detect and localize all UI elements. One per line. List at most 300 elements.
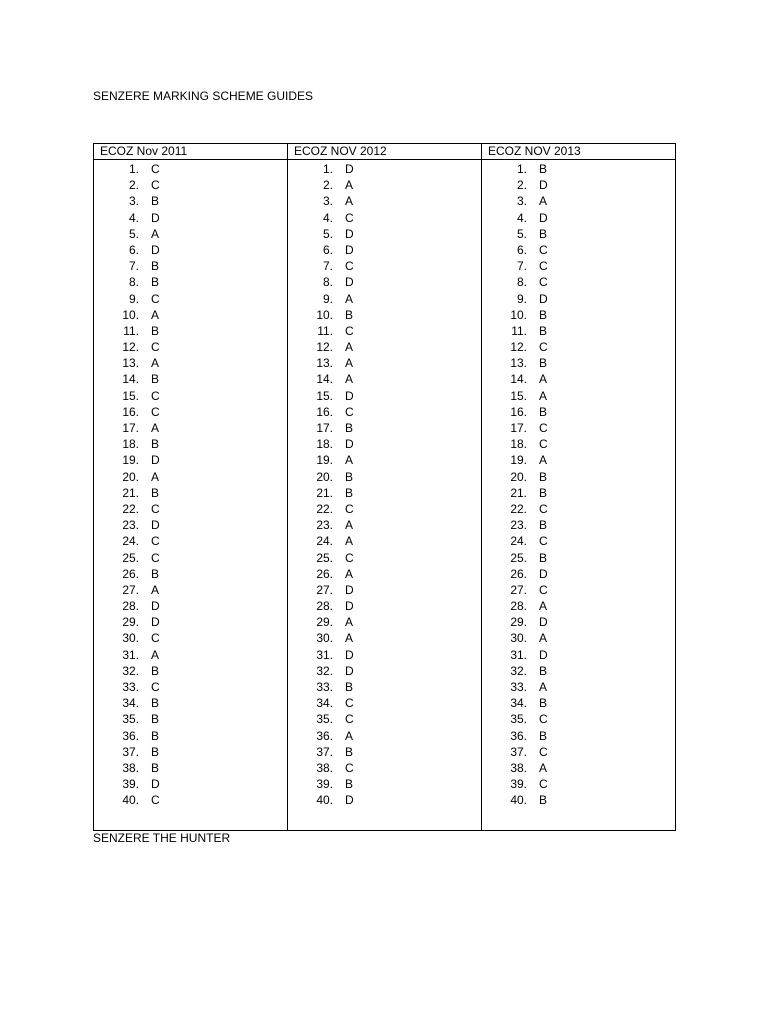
answer-item bbox=[288, 404, 481, 420]
answer-letter: A bbox=[539, 760, 548, 775]
answer-letter: D bbox=[345, 582, 354, 597]
answer-item bbox=[288, 598, 481, 614]
answer-item bbox=[482, 291, 675, 307]
answer-letter: B bbox=[151, 323, 160, 338]
answer-letter: B bbox=[345, 469, 354, 484]
answer-item bbox=[482, 193, 675, 209]
question-number: 2. bbox=[322, 178, 333, 193]
answer-item bbox=[482, 420, 675, 436]
question-number: 17. bbox=[510, 421, 527, 435]
answer-letter: B bbox=[539, 162, 548, 176]
answer-letter: C bbox=[345, 323, 354, 338]
answer-letter: A bbox=[539, 388, 548, 403]
question-number: 17. bbox=[122, 421, 139, 435]
answer-letter: B bbox=[151, 194, 160, 209]
question-number: 6. bbox=[516, 242, 527, 257]
answer-letter: D bbox=[345, 663, 354, 678]
answer-item bbox=[482, 404, 675, 420]
answer-item bbox=[482, 469, 675, 485]
answer-letter: B bbox=[345, 744, 354, 759]
question-number: 8. bbox=[322, 275, 333, 290]
question-number: 39. bbox=[510, 777, 527, 792]
question-number: 12. bbox=[316, 340, 333, 355]
answer-letter: B bbox=[345, 307, 354, 322]
answer-item bbox=[94, 728, 287, 744]
answer-item bbox=[482, 598, 675, 614]
question-number: 26. bbox=[510, 566, 527, 581]
answers-row bbox=[94, 160, 676, 831]
answer-letter: C bbox=[151, 680, 160, 694]
question-number: 14. bbox=[316, 372, 333, 387]
question-number: 27. bbox=[316, 582, 333, 597]
answer-item bbox=[482, 550, 675, 566]
answer-letter: D bbox=[151, 615, 160, 630]
question-number: 10. bbox=[316, 307, 333, 322]
question-number: 29. bbox=[316, 615, 333, 630]
answer-item bbox=[288, 711, 481, 727]
answer-item bbox=[288, 161, 481, 177]
answer-item bbox=[94, 404, 287, 420]
answer-letter: A bbox=[345, 340, 354, 355]
answer-letter: A bbox=[345, 534, 354, 549]
question-number: 20. bbox=[510, 469, 527, 484]
answer-item bbox=[94, 355, 287, 371]
answer-letter: C bbox=[345, 259, 354, 274]
answer-letter: C bbox=[151, 534, 160, 549]
answer-item bbox=[94, 452, 287, 468]
answer-letter: D bbox=[345, 388, 354, 403]
answer-item bbox=[482, 436, 675, 452]
question-number: 26. bbox=[316, 566, 333, 581]
question-number: 7. bbox=[322, 259, 333, 274]
answer-item bbox=[94, 291, 287, 307]
question-number: 15. bbox=[510, 388, 527, 403]
page-title: SENZERE MARKING SCHEME GUIDES bbox=[93, 89, 314, 103]
question-number: 6. bbox=[322, 242, 333, 257]
answer-letter: C bbox=[345, 210, 354, 225]
answer-letter: C bbox=[345, 404, 354, 419]
question-number: 23. bbox=[122, 518, 139, 533]
question-number: 9. bbox=[516, 291, 527, 306]
answer-item bbox=[288, 679, 481, 695]
answer-item bbox=[94, 582, 287, 598]
answer-letter: C bbox=[151, 793, 160, 808]
answer-item bbox=[482, 226, 675, 242]
answer-letter: B bbox=[539, 696, 548, 711]
answer-item bbox=[482, 323, 675, 339]
answer-letter: C bbox=[539, 340, 548, 355]
answer-item bbox=[94, 469, 287, 485]
question-number: 3. bbox=[128, 194, 139, 209]
question-number: 7. bbox=[128, 259, 139, 274]
answer-letter: D bbox=[539, 210, 548, 225]
answer-letter: B bbox=[151, 566, 160, 581]
answer-item bbox=[482, 177, 675, 193]
question-number: 22. bbox=[122, 501, 139, 516]
question-number: 13. bbox=[122, 356, 139, 371]
answer-letter: C bbox=[539, 712, 548, 727]
answer-item bbox=[288, 550, 481, 566]
answer-letter: B bbox=[151, 728, 160, 743]
question-number: 40. bbox=[122, 793, 139, 808]
question-number: 37. bbox=[316, 744, 333, 759]
answer-letter: B bbox=[539, 728, 548, 743]
answer-letter: C bbox=[151, 162, 160, 176]
answer-letter: D bbox=[151, 453, 160, 468]
question-number: 37. bbox=[122, 744, 139, 759]
question-number: 12. bbox=[510, 340, 527, 355]
answer-item bbox=[94, 695, 287, 711]
answer-item bbox=[94, 339, 287, 355]
answer-item bbox=[482, 728, 675, 744]
answer-item bbox=[288, 226, 481, 242]
question-number: 10. bbox=[510, 307, 527, 322]
answer-item bbox=[94, 485, 287, 501]
question-number: 31. bbox=[122, 647, 139, 662]
answer-letter: D bbox=[345, 437, 354, 452]
question-number: 37. bbox=[510, 744, 527, 759]
question-number: 33. bbox=[122, 680, 139, 694]
question-number: 30. bbox=[316, 631, 333, 646]
answer-letter: C bbox=[539, 582, 548, 597]
answer-item bbox=[94, 533, 287, 549]
answer-item bbox=[288, 533, 481, 549]
answer-letter: D bbox=[151, 518, 160, 533]
answer-item bbox=[94, 792, 287, 808]
answer-item bbox=[482, 517, 675, 533]
question-number: 20. bbox=[122, 469, 139, 484]
question-number: 32. bbox=[316, 663, 333, 678]
answer-item bbox=[288, 371, 481, 387]
answer-letter: B bbox=[539, 550, 548, 565]
question-number: 38. bbox=[316, 760, 333, 775]
answer-list-2013 bbox=[482, 160, 675, 809]
answer-item bbox=[482, 210, 675, 226]
answer-item bbox=[288, 355, 481, 371]
answer-letter: A bbox=[151, 582, 160, 597]
question-number: 38. bbox=[510, 760, 527, 775]
question-number: 18. bbox=[122, 437, 139, 452]
answer-item bbox=[288, 420, 481, 436]
answer-letter: A bbox=[151, 307, 160, 322]
question-number: 1. bbox=[516, 162, 527, 176]
question-number: 40. bbox=[316, 793, 333, 808]
answer-item bbox=[94, 550, 287, 566]
question-number: 38. bbox=[122, 760, 139, 775]
answer-letter: D bbox=[151, 777, 160, 792]
answer-letter: B bbox=[539, 518, 548, 533]
question-number: 14. bbox=[122, 372, 139, 387]
answer-item bbox=[94, 420, 287, 436]
answer-item bbox=[482, 388, 675, 404]
question-number: 34. bbox=[122, 696, 139, 711]
header-row bbox=[94, 144, 676, 160]
answer-item bbox=[288, 469, 481, 485]
answer-letter: C bbox=[539, 275, 548, 290]
question-number: 3. bbox=[322, 194, 333, 209]
answer-letter: C bbox=[151, 631, 160, 646]
answer-letter: C bbox=[539, 421, 548, 435]
question-number: 13. bbox=[316, 356, 333, 371]
answer-item bbox=[94, 566, 287, 582]
answer-letter: A bbox=[345, 356, 354, 371]
answer-letter: C bbox=[151, 550, 160, 565]
question-number: 16. bbox=[122, 404, 139, 419]
answer-letter: B bbox=[345, 777, 354, 792]
question-number: 11. bbox=[317, 323, 333, 338]
answer-letter: D bbox=[345, 275, 354, 290]
question-number: 11. bbox=[511, 323, 527, 338]
answer-letter: D bbox=[345, 647, 354, 662]
answer-letter: B bbox=[539, 226, 548, 241]
answer-letter: B bbox=[539, 356, 548, 371]
answer-item bbox=[482, 679, 675, 695]
answer-item bbox=[482, 339, 675, 355]
answer-letter: A bbox=[539, 194, 548, 209]
answer-letter: C bbox=[345, 501, 354, 516]
answer-letter: B bbox=[151, 696, 160, 711]
answer-item bbox=[94, 711, 287, 727]
answer-letter: D bbox=[539, 291, 548, 306]
answer-letter: D bbox=[345, 793, 354, 808]
answers-cell-2011 bbox=[94, 160, 288, 831]
answer-item bbox=[288, 193, 481, 209]
answer-letter: A bbox=[151, 469, 160, 484]
footer-text: SENZERE THE HUNTER bbox=[93, 831, 231, 845]
question-number: 36. bbox=[122, 728, 139, 743]
answer-letter: C bbox=[151, 404, 160, 419]
question-number: 27. bbox=[122, 582, 139, 597]
answer-item bbox=[94, 630, 287, 646]
answer-letter: C bbox=[539, 437, 548, 452]
answer-item bbox=[288, 339, 481, 355]
answer-item bbox=[94, 226, 287, 242]
question-number: 31. bbox=[316, 647, 333, 662]
answer-letter: A bbox=[345, 372, 354, 387]
question-number: 25. bbox=[316, 550, 333, 565]
answer-letter: B bbox=[151, 259, 160, 274]
answer-letter: B bbox=[539, 323, 548, 338]
answer-letter: B bbox=[151, 437, 160, 452]
question-number: 29. bbox=[510, 615, 527, 630]
answer-letter: B bbox=[345, 421, 354, 435]
question-number: 34. bbox=[316, 696, 333, 711]
column-heading-2012: ECOZ NOV 2012 bbox=[288, 144, 482, 160]
answer-item bbox=[482, 501, 675, 517]
answer-letter: D bbox=[151, 242, 160, 257]
answer-letter: D bbox=[539, 178, 548, 193]
question-number: 9. bbox=[128, 291, 139, 306]
question-number: 4. bbox=[322, 210, 333, 225]
question-number: 18. bbox=[316, 437, 333, 452]
answer-item bbox=[482, 371, 675, 387]
answer-item bbox=[288, 582, 481, 598]
answer-item bbox=[482, 614, 675, 630]
question-number: 13. bbox=[510, 356, 527, 371]
answer-letter: B bbox=[539, 404, 548, 419]
question-number: 31. bbox=[510, 647, 527, 662]
answer-item bbox=[94, 436, 287, 452]
answer-item bbox=[288, 744, 481, 760]
answer-letter: C bbox=[345, 760, 354, 775]
answer-table bbox=[93, 143, 676, 831]
question-number: 5. bbox=[322, 226, 333, 241]
answer-item bbox=[94, 388, 287, 404]
question-number: 16. bbox=[510, 404, 527, 419]
answer-item bbox=[288, 792, 481, 808]
answer-letter: B bbox=[345, 485, 354, 500]
answer-letter: C bbox=[539, 777, 548, 792]
answer-letter: B bbox=[345, 680, 354, 694]
answer-item bbox=[482, 242, 675, 258]
answer-letter: A bbox=[151, 421, 160, 435]
answer-letter: C bbox=[151, 340, 160, 355]
question-number: 4. bbox=[128, 210, 139, 225]
answer-letter: A bbox=[151, 226, 160, 241]
answer-letter: C bbox=[539, 259, 548, 274]
answer-letter: B bbox=[151, 712, 160, 727]
question-number: 22. bbox=[316, 501, 333, 516]
answer-item bbox=[94, 161, 287, 177]
answer-item bbox=[482, 485, 675, 501]
question-number: 24. bbox=[316, 534, 333, 549]
question-number: 16. bbox=[316, 404, 333, 419]
answer-item bbox=[288, 258, 481, 274]
question-number: 15. bbox=[316, 388, 333, 403]
answer-item bbox=[94, 193, 287, 209]
answer-letter: B bbox=[151, 744, 160, 759]
answer-item bbox=[94, 760, 287, 776]
question-number: 30. bbox=[510, 631, 527, 646]
answer-item bbox=[482, 711, 675, 727]
question-number: 35. bbox=[316, 712, 333, 727]
answer-letter: B bbox=[151, 485, 160, 500]
answer-item bbox=[288, 776, 481, 792]
answer-item bbox=[288, 630, 481, 646]
answer-item bbox=[288, 760, 481, 776]
answer-letter: A bbox=[539, 453, 548, 468]
question-number: 2. bbox=[128, 178, 139, 193]
answer-letter: B bbox=[151, 663, 160, 678]
question-number: 19. bbox=[510, 453, 527, 468]
answer-item bbox=[288, 566, 481, 582]
answer-item bbox=[288, 501, 481, 517]
answer-letter: A bbox=[345, 518, 354, 533]
answer-letter: C bbox=[539, 744, 548, 759]
answer-item bbox=[482, 663, 675, 679]
answer-letter: C bbox=[345, 550, 354, 565]
answer-letter: D bbox=[345, 599, 354, 614]
answer-letter: A bbox=[539, 631, 548, 646]
answer-item bbox=[288, 485, 481, 501]
answer-letter: B bbox=[539, 663, 548, 678]
answer-letter: B bbox=[539, 485, 548, 500]
question-number: 7. bbox=[516, 259, 527, 274]
question-number: 6. bbox=[128, 242, 139, 257]
answer-letter: C bbox=[539, 534, 548, 549]
answer-item bbox=[94, 679, 287, 695]
question-number: 25. bbox=[510, 550, 527, 565]
question-number: 24. bbox=[122, 534, 139, 549]
question-number: 25. bbox=[122, 550, 139, 565]
answer-item bbox=[94, 177, 287, 193]
question-number: 21. bbox=[316, 485, 333, 500]
question-number: 8. bbox=[128, 275, 139, 290]
answer-item bbox=[288, 242, 481, 258]
answer-letter: C bbox=[151, 178, 160, 193]
answer-item bbox=[482, 760, 675, 776]
question-number: 8. bbox=[516, 275, 527, 290]
answer-item bbox=[288, 323, 481, 339]
answer-letter: C bbox=[151, 501, 160, 516]
question-number: 32. bbox=[510, 663, 527, 678]
answer-item bbox=[288, 647, 481, 663]
answer-letter: C bbox=[151, 388, 160, 403]
question-number: 14. bbox=[510, 372, 527, 387]
answer-item bbox=[482, 630, 675, 646]
answer-item bbox=[482, 566, 675, 582]
answer-letter: A bbox=[345, 728, 354, 743]
answer-item bbox=[482, 792, 675, 808]
question-number: 28. bbox=[510, 599, 527, 614]
answer-item bbox=[288, 274, 481, 290]
answer-letter: B bbox=[151, 372, 160, 387]
question-number: 39. bbox=[122, 777, 139, 792]
answer-letter: B bbox=[539, 307, 548, 322]
answer-item bbox=[94, 614, 287, 630]
answer-item bbox=[482, 582, 675, 598]
answer-item bbox=[288, 695, 481, 711]
answer-letter: A bbox=[539, 599, 548, 614]
answer-letter: C bbox=[151, 291, 160, 306]
answer-item bbox=[94, 258, 287, 274]
answer-letter: D bbox=[151, 599, 160, 614]
answer-item bbox=[94, 307, 287, 323]
answers-cell-2013 bbox=[482, 160, 676, 831]
answer-item bbox=[288, 210, 481, 226]
answer-item bbox=[94, 517, 287, 533]
answer-item bbox=[288, 291, 481, 307]
question-number: 12. bbox=[122, 340, 139, 355]
answer-letter: A bbox=[151, 356, 160, 371]
answer-letter: B bbox=[539, 469, 548, 484]
question-number: 21. bbox=[510, 485, 527, 500]
answer-letter: B bbox=[151, 275, 160, 290]
answer-item bbox=[94, 744, 287, 760]
answer-list-2012 bbox=[288, 160, 481, 809]
question-number: 19. bbox=[122, 453, 139, 468]
answer-item bbox=[94, 323, 287, 339]
answer-item bbox=[482, 355, 675, 371]
question-number: 18. bbox=[510, 437, 527, 452]
answer-item bbox=[94, 647, 287, 663]
column-heading-2011: ECOZ Nov 2011 bbox=[94, 144, 288, 160]
answer-item bbox=[482, 307, 675, 323]
answer-item bbox=[482, 647, 675, 663]
question-number: 26. bbox=[122, 566, 139, 581]
answer-item bbox=[482, 695, 675, 711]
answer-letter: A bbox=[345, 291, 354, 306]
question-number: 29. bbox=[122, 615, 139, 630]
answer-item bbox=[482, 533, 675, 549]
answer-item bbox=[482, 452, 675, 468]
question-number: 40. bbox=[510, 793, 527, 808]
question-number: 2. bbox=[516, 178, 527, 193]
answer-list-2011 bbox=[94, 160, 287, 809]
question-number: 23. bbox=[510, 518, 527, 533]
answer-letter: A bbox=[345, 178, 354, 193]
question-number: 3. bbox=[516, 194, 527, 209]
